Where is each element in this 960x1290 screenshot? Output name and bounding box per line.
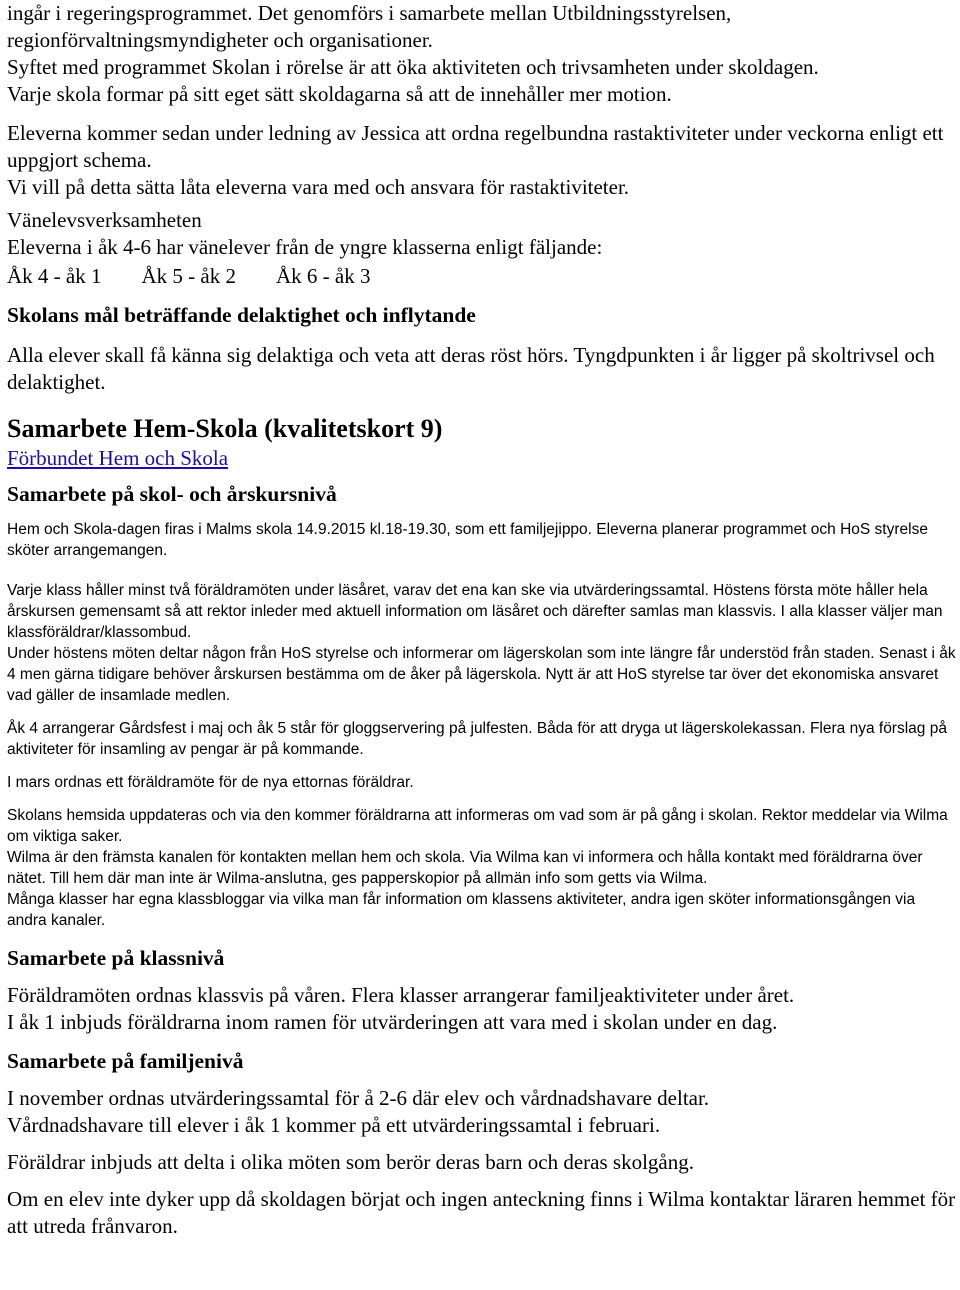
vanelev-section bbox=[7, 207, 957, 290]
familjeniva-paragraph: Föräldrar inbjuds att delta i olika möten som berör deras barn och deras skolgång. bbox=[7, 1150, 694, 1174]
skolniva-paragraph: I mars ordnas ett föräldramöte för de nya ettornas föräldrar. bbox=[7, 774, 414, 791]
skolniva-section bbox=[7, 519, 957, 931]
hem-och-skola-link[interactable]: Förbundet Hem och Skola bbox=[7, 446, 229, 470]
skolniva-paragraph: Hem och Skola-dagen firas i Malms skola 14.9.2015 kl.18-19.30, som ett familjejippo. Eleverna planerar programmet och HoS styrelse sköter arrangemangen. bbox=[7, 521, 928, 559]
intro-line-4: Varje skola formar på sitt eget sätt skoldagarna så att de innehåller mer motion. bbox=[7, 82, 672, 106]
skolniva-paragraph: Wilma är den främsta kanalen för kontakten mellan hem och skola. Via Wilma kan vi informera och hålla kontakt med föräldrarna över nätet. Till hem där man inte är Wilma-anslutna, ges papperskopior på allmän info som getts via Wilma. bbox=[7, 849, 923, 887]
skolniva-paragraph: Varje klass håller minst två föräldramöten under läsåret, varav det ena kan ske via utvärderingssamtal. Höstens första möte håller hela årskursen gemensamt så att rektor inleder med aktuell information om läsåret och därefter samlas man klassvis. I alla klasser väljer man klassföräldrar/klassombud. bbox=[7, 582, 943, 641]
skolniva-paragraph: Skolans hemsida uppdateras och via den kommer föräldrarna att informeras om vad som är på gång i skolan. Rektor meddelar via Wilma om viktiga saker. bbox=[7, 807, 948, 845]
klassniva-line: I åk 1 inbjuds föräldrarna inom ramen för utvärderingen att vara med i skolan under en dag. bbox=[7, 1010, 778, 1034]
intro-line-3: Syftet med programmet Skolan i rörelse är att öka aktiviteten och trivsamheten under skoldagen. bbox=[7, 55, 819, 79]
delaktighet-heading: Skolans mål beträffande delaktighet och inflytande bbox=[7, 303, 476, 327]
klassniva-heading: Samarbete på klassnivå bbox=[7, 946, 225, 970]
familjeniva-paragraph: Om en elev inte dyker upp då skoldagen börjat och ingen anteckning finns i Wilma kontaktar läraren hemmet för att utreda frånvaron. bbox=[7, 1187, 956, 1238]
familjeniva-line: Vårdnadshavare till elever i åk 1 kommer på ett utvärderingssamtal i februari. bbox=[7, 1113, 661, 1137]
skolniva-paragraph: Många klasser har egna klassbloggar via vilka man får information om klassens aktiviteter, andra igen sköter informationsgången via andra kanaler. bbox=[7, 891, 916, 929]
samarbete-heading: Samarbete Hem-Skola (kvalitetskort 9) bbox=[7, 414, 443, 443]
vanelev-pairs bbox=[7, 263, 957, 290]
familjeniva-heading: Samarbete på familjenivå bbox=[7, 1049, 244, 1073]
vanelev-pair: Åk 5 - åk 2 bbox=[141, 264, 236, 288]
vanelev-pair: Åk 6 - åk 3 bbox=[275, 264, 371, 288]
familjeniva-line: I november ordnas utvärderingssamtal för å 2-6 där elev och vårdnadshavare deltar. bbox=[7, 1086, 710, 1110]
document-page bbox=[7, 0, 957, 1240]
vanelev-pair: Åk 4 - åk 1 bbox=[7, 264, 102, 288]
familjeniva-section bbox=[7, 1085, 957, 1240]
skolniva-paragraph: Åk 4 arrangerar Gårdsfest i maj och åk 5 står för gloggservering på julfesten. Båda för att dryga ut lägerskolekassan. Flera nya förslag på aktiviteter för insamling av pengar är på kommande. bbox=[7, 720, 947, 758]
intro-line-1: ingår i regeringsprogrammet. Det genomförs i samarbete mellan Utbildningsstyrelsen, bbox=[7, 1, 732, 25]
vanelev-text: Eleverna i åk 4-6 har vänelever från de yngre klasserna enligt fäljande: bbox=[7, 235, 603, 259]
skolniva-paragraph: Under höstens möten deltar någon från HoS styrelse och informerar om lägerskolan som inte längre får understöd från staden. Senast i åk 4 men gärna tidigare behöver årskursen bestämma om de åker på lägerskola. Nytt är att HoS styrelse tar över det ekonomiska ansvaret vad gäller de insamlade medlen. bbox=[7, 645, 956, 704]
intro-paragraph-2: Eleverna kommer sedan under ledning av Jessica att ordna regelbundna rastaktiviteter under veckorna enligt ett uppgjort schema. bbox=[7, 121, 944, 172]
intro-section bbox=[7, 0, 957, 201]
intro-paragraph-3: Vi vill på detta sätta låta eleverna vara med och ansvara för rastaktiviteter. bbox=[7, 175, 630, 199]
klassniva-section bbox=[7, 982, 957, 1036]
klassniva-line: Föräldramöten ordnas klassvis på våren. Flera klasser arrangerar familjeaktiviteter under året. bbox=[7, 983, 795, 1007]
vanelev-title: Vänelevsverksamheten bbox=[7, 208, 202, 232]
intro-line-2: regionförvaltningsmyndigheter och organisationer. bbox=[7, 28, 433, 52]
delaktighet-text: Alla elever skall få känna sig delaktiga och veta att deras röst hörs. Tyngdpunkten i år ligger på skoltrivsel och delaktighet. bbox=[7, 343, 935, 394]
skolniva-heading: Samarbete på skol- och årskursnivå bbox=[7, 482, 337, 506]
